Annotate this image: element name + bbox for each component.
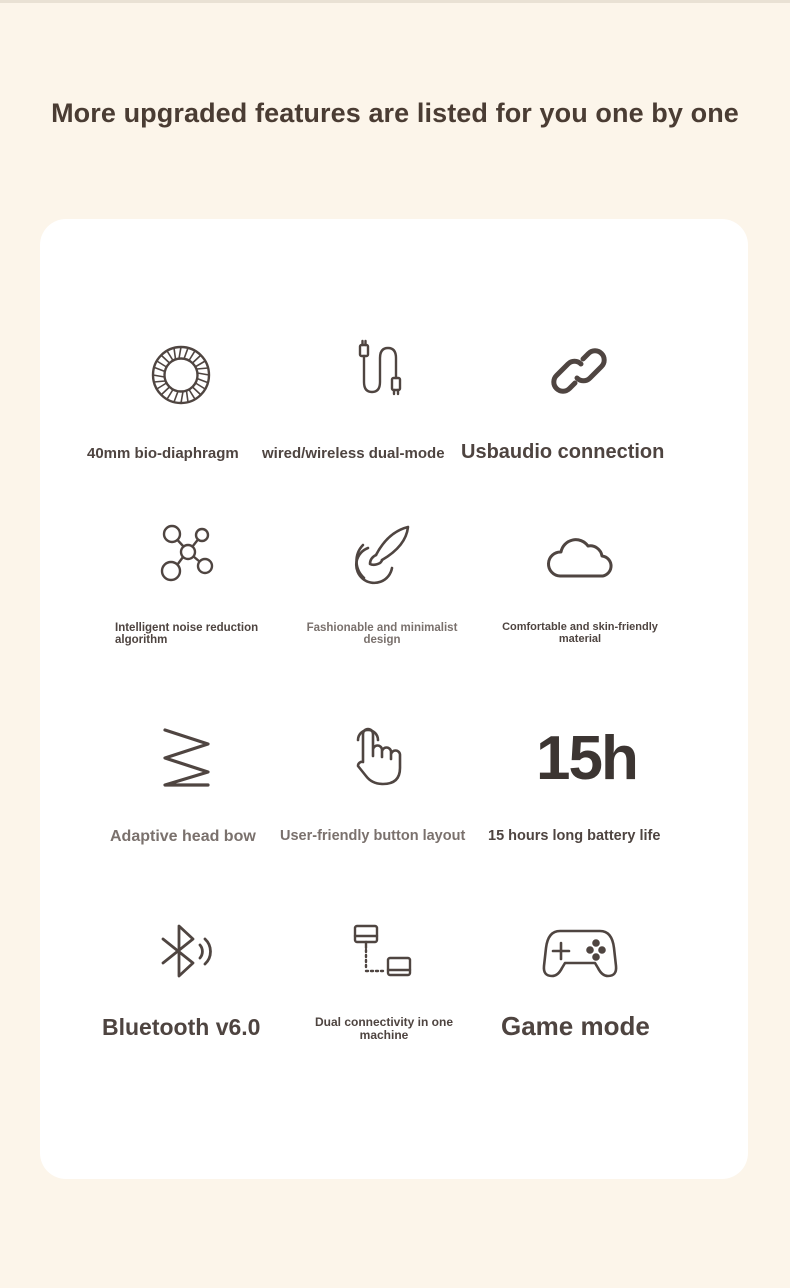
touch-finger-icon — [350, 720, 420, 790]
feature-label-dual-mode: wired/wireless dual-mode — [262, 445, 445, 462]
cable-icon — [346, 336, 416, 406]
gamepad-icon — [542, 918, 612, 988]
feature-label-game-mode: Game mode — [501, 1011, 650, 1041]
bluetooth-icon — [150, 918, 220, 988]
feature-label-bluetooth: Bluetooth v6.0 — [102, 1014, 261, 1040]
feature-label-dual-connectivity: Dual connectivity in one machine — [314, 1015, 454, 1042]
feature-label-button-layout: User-friendly button layout — [280, 828, 466, 844]
brush-icon — [346, 518, 416, 588]
feature-label-battery: 15 hours long battery life — [488, 828, 661, 844]
feature-label-design: Fashionable and minimalist design — [306, 622, 458, 646]
dual-device-icon — [348, 918, 418, 988]
feature-label-head-bow: Adaptive head bow — [110, 828, 256, 845]
battery-15h-mark: 15h — [536, 724, 637, 793]
cloud-icon — [544, 520, 614, 590]
feature-label-material: Comfortable and skin-friendly material — [502, 621, 658, 645]
molecule-icon — [152, 518, 222, 588]
top-divider — [0, 0, 790, 3]
page-title: More upgraded features are listed for you one by one — [51, 98, 739, 128]
link-icon — [544, 336, 614, 406]
zigzag-spring-icon — [150, 722, 220, 792]
feature-label-noise-reduction: Intelligent noise reduction algorithm — [115, 622, 259, 646]
feature-label-diaphragm: 40mm bio-diaphragm — [87, 445, 239, 462]
feature-label-usb-audio: Usbaudio connection — [461, 441, 665, 463]
diaphragm-icon — [146, 340, 216, 410]
